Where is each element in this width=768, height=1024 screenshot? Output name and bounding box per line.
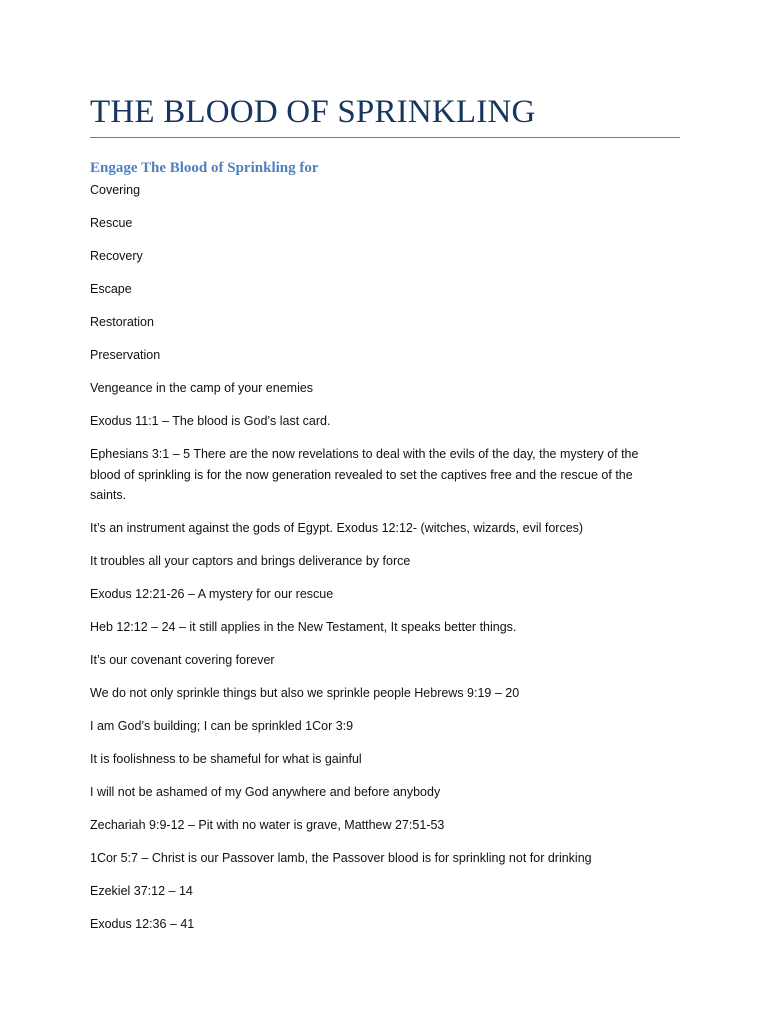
body-paragraph: It troubles all your captors and brings deliverance by force xyxy=(90,553,411,568)
body-paragraph: Ephesians 3:1 – 5 There are the now revelations to deal with the evils of the day, the mystery of the blood of sprinkling is for the now generation revealed to set the captives free and the rescue of the saints. xyxy=(90,447,639,502)
body-paragraph: Escape xyxy=(90,282,132,296)
body-paragraph: Heb 12:12 – 24 – it still applies in the New Testament, It speaks better things. xyxy=(90,619,517,634)
section-heading: Engage The Blood of Sprinkling for xyxy=(90,160,319,176)
document-title: THE BLOOD OF SPRINKLING xyxy=(90,94,536,130)
body-paragraph: Ezekiel 37:12 – 14 xyxy=(90,883,193,898)
body-paragraph: Recovery xyxy=(90,249,143,263)
body-paragraph: It’s our covenant covering forever xyxy=(90,652,275,667)
body-paragraph: 1Cor 5:7 – Christ is our Passover lamb, the Passover blood is for sprinkling not for drinking xyxy=(90,850,592,865)
document-body xyxy=(90,180,670,947)
body-paragraph: Vengeance in the camp of your enemies xyxy=(90,381,314,395)
body-paragraph: Exodus 12:36 – 41 xyxy=(90,916,195,931)
body-paragraph: Preservation xyxy=(90,348,161,362)
body-paragraph: Exodus 11:1 – The blood is God’s last card. xyxy=(90,414,331,428)
body-paragraph: Covering xyxy=(90,183,141,197)
body-paragraph: We do not only sprinkle things but also we sprinkle people Hebrews 9:19 – 20 xyxy=(90,685,520,700)
title-divider xyxy=(90,137,680,138)
body-paragraph: I am God’s building; I can be sprinkled 1Cor 3:9 xyxy=(90,718,354,733)
body-paragraph: I will not be ashamed of my God anywhere and before anybody xyxy=(90,784,441,799)
body-paragraph: It is foolishness to be shameful for what is gainful xyxy=(90,751,362,766)
body-paragraph: Restoration xyxy=(90,315,154,329)
body-paragraph: It’s an instrument against the gods of Egypt. Exodus 12:12- (witches, wizards, evil forces) xyxy=(90,520,584,535)
body-paragraph: Exodus 12:21-26 – A mystery for our rescue xyxy=(90,586,334,601)
body-paragraph: Rescue xyxy=(90,216,133,230)
body-paragraph: Zechariah 9:9-12 – Pit with no water is grave, Matthew 27:51-53 xyxy=(90,817,445,832)
